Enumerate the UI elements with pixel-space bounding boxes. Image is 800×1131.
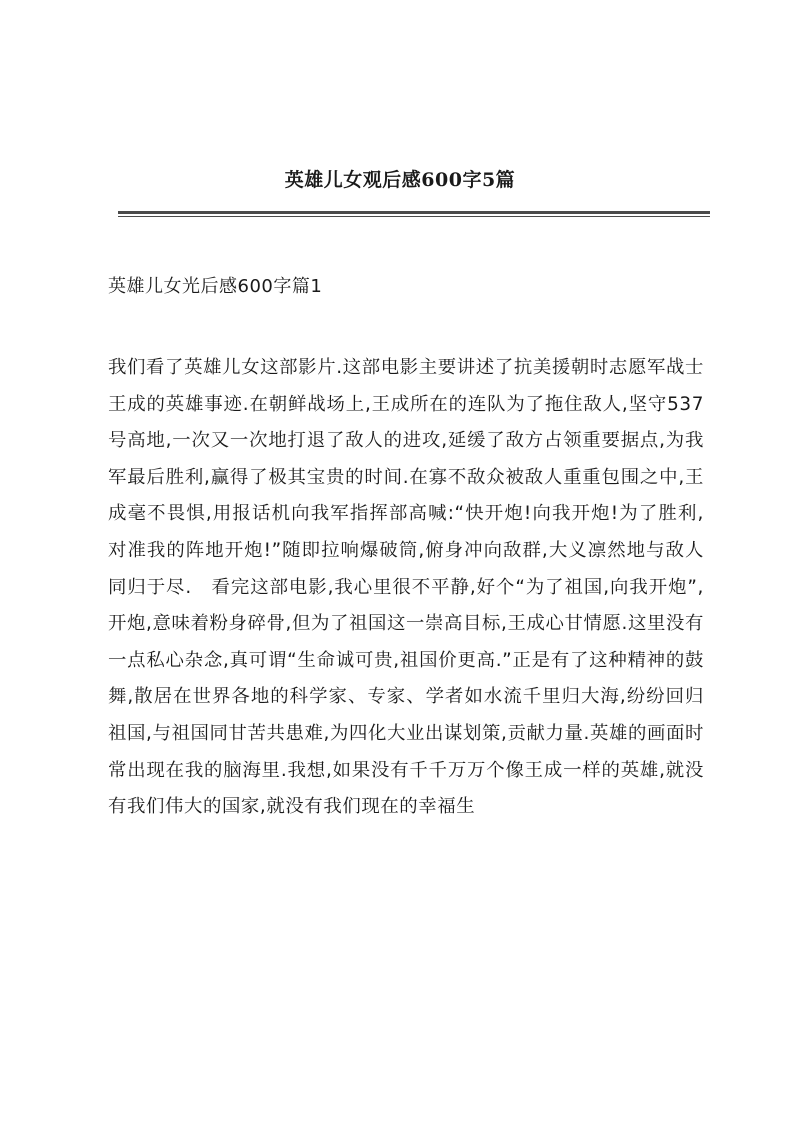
- document-title: 英雄儿女观后感600字5篇: [284, 169, 516, 191]
- section-heading: 英雄儿女光后感600字篇1: [108, 276, 323, 297]
- body-paragraph: 我们看了英雄儿女这部影片.这部电影主要讲述了抗美援朝时志愿军战士王成的英雄事迹.在朝鲜战场上,王成所在的连队为了拖住敌人,坚守537号高地,一次又一次地打退了敌人的进攻,延缓了敌方占领重要据点,为我军最后胜利,赢得了极其宝贵的时间.在寡不敌众被敌人重重包围之中,王成毫不畏惧,用报话机向我军指挥部高喊:“快开炮!向我开炮!为了胜利,对准我的阵地开炮!”随即拉响爆破筒,俯身冲向敌群,大义凛然地与敌人同归于尽. 看完这部电影,我心里很不平静,好个“为了祖国,向我开炮”,开炮,意味着粉身碎骨,但为了祖国这一崇高目标,王成心甘情愿.这里没有一点私心杂念,真可谓“生命诚可贵,祖国价更高.”正是有了这种精神的鼓舞,散居在世界各地的科学家、专家、学者如水流千里归大海,纷纷回归祖国,与祖国同甘苦共患难,为四化大业出谋划策,贡献力量.英雄的画面时常出现在我的脑海里.我想,如果没有千千万万个像王成一样的英雄,就没有我们伟大的国家,就没有我们现在的幸福生: [108, 357, 704, 818]
- title-divider-thin: [118, 216, 710, 217]
- title-divider: [118, 211, 710, 214]
